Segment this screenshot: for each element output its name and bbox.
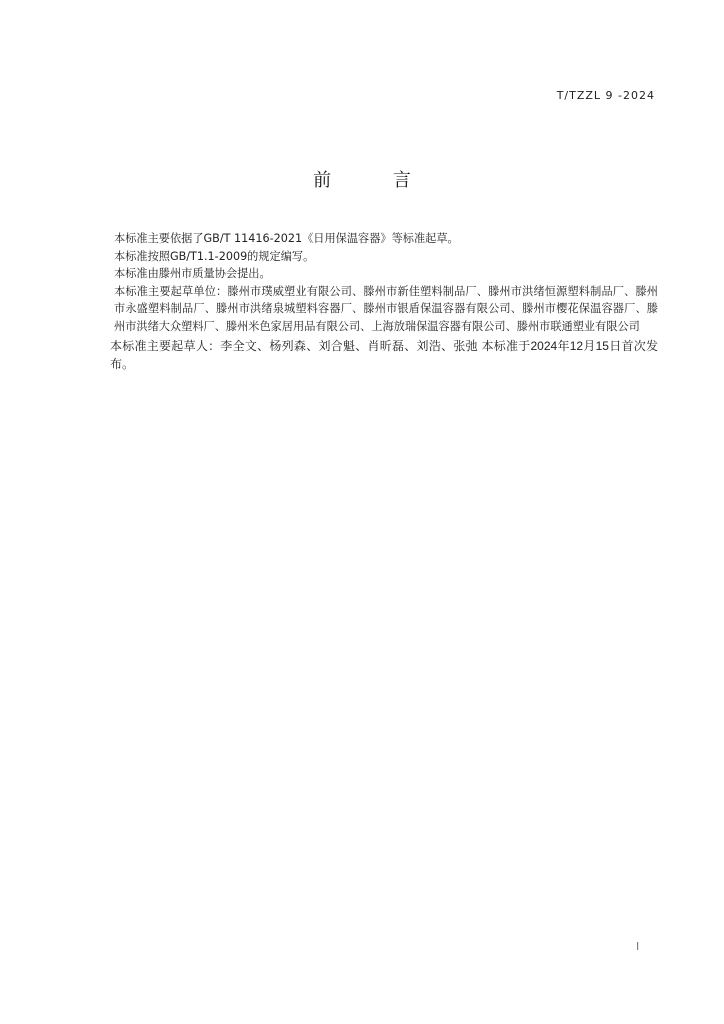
paragraph-rules: 本标准按照GB/T1.1-2009的规定编写。 xyxy=(114,249,315,263)
paragraph-proposer: 本标准由滕州市质量协会提出。 xyxy=(114,267,271,281)
paragraph-drafting-units: 本标准主要起草单位：滕州市璞威塑业有限公司、滕州市新佳塑料制品厂、滕州市洪绪恒源塑料制品厂、滕州市永盛塑料制品厂、滕州市洪绪泉城塑料容器厂、滕州市银盾保温容器有限公司、滕州市樱花保温容器厂、滕州市洪绪大众塑料厂、滕州米色家居用品有限公司、上海放瑞保温容器有限公司、滕州市联通塑业有限公司 xyxy=(114,284,658,333)
paragraph-basis: 本标准主要依据了GB/T 11416-2021《日用保温容器》等标准起草。 xyxy=(114,232,459,245)
page-number: I xyxy=(636,940,640,953)
section-title: 前 言 xyxy=(313,170,439,191)
document-code: T/TZZL 9 -2024 xyxy=(556,89,655,102)
foreword-body xyxy=(110,230,658,373)
paragraph-drafters-release: 本标准主要起草人：李全文、杨列森、刘合魁、肖昕磊、刘浩、张弛 本标准于2024年12月15日首次发布。 xyxy=(110,338,658,371)
